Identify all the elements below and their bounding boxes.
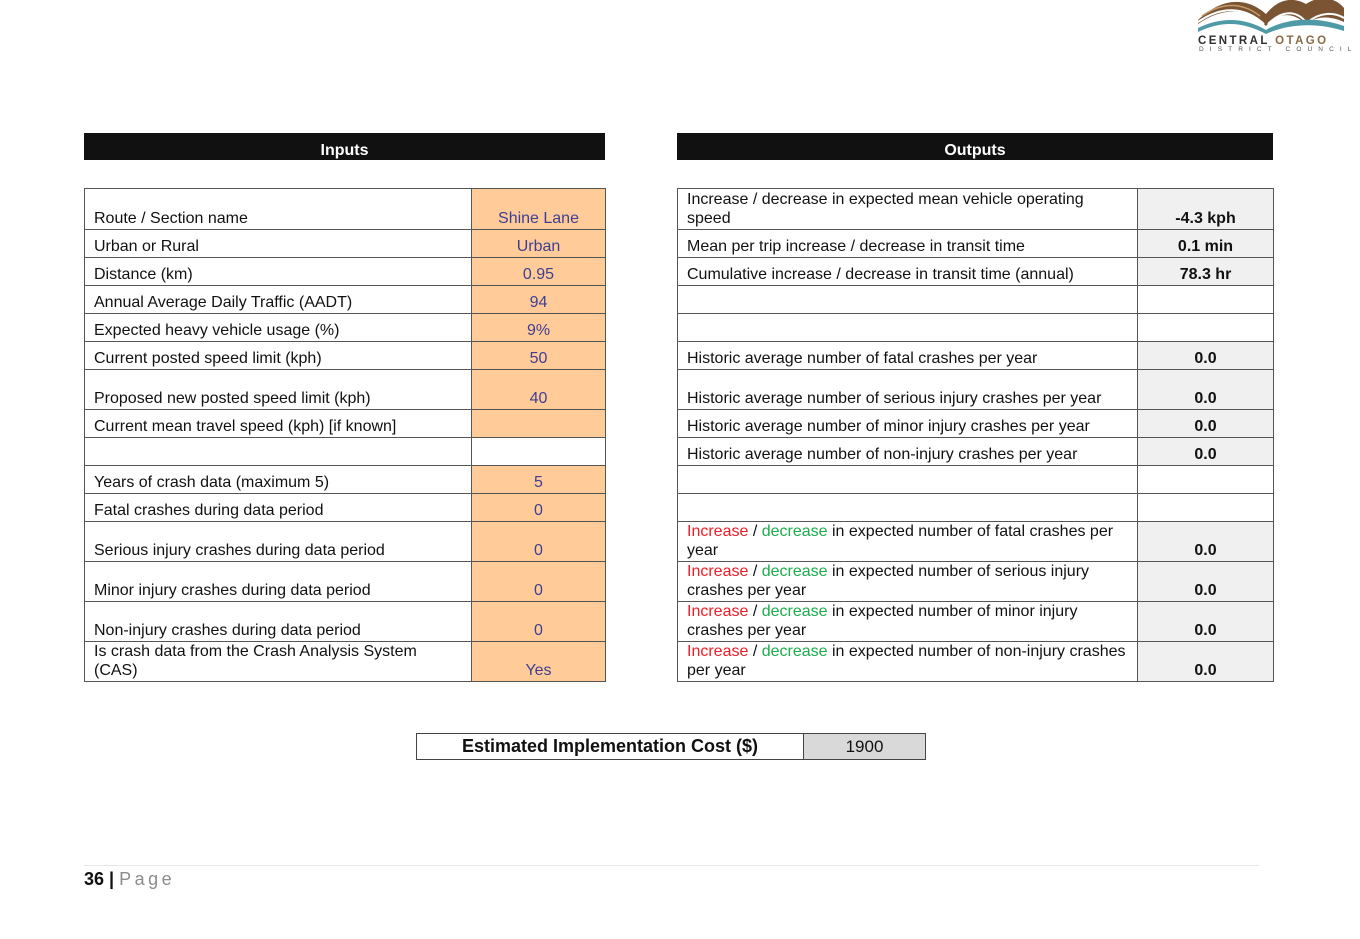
outputs-table	[677, 188, 1274, 682]
cost-label: Estimated Implementation Cost ($)	[417, 734, 804, 760]
page-footer	[84, 869, 175, 890]
output-label: Historic average number of non-injury crashes per year	[678, 438, 1138, 466]
output-label: Historic average number of serious injury crashes per year	[678, 370, 1138, 410]
increase-word: Increase	[687, 563, 749, 580]
input-label: Is crash data from the Crash Analysis System (CAS)	[85, 642, 472, 682]
input-label: Fatal crashes during data period	[85, 494, 472, 522]
output-value: -4.3 kph	[1138, 189, 1274, 230]
table-row	[85, 494, 606, 522]
decrease-word: decrease	[761, 603, 828, 620]
output-value: 78.3 hr	[1138, 258, 1274, 286]
input-label: Distance (km)	[85, 258, 472, 286]
table-row	[417, 734, 926, 760]
input-value[interactable]: Shine Lane	[472, 189, 606, 230]
input-label: Years of crash data (maximum 5)	[85, 466, 472, 494]
output-label	[678, 494, 1138, 522]
table-row	[678, 438, 1274, 466]
input-label: Current posted speed limit (kph)	[85, 342, 472, 370]
input-value[interactable]	[472, 410, 606, 438]
input-value[interactable]: Urban	[472, 230, 606, 258]
increase-word: Increase	[687, 523, 749, 540]
table-row	[678, 314, 1274, 342]
output-value	[1138, 314, 1274, 342]
output-label	[678, 522, 1138, 562]
output-label	[678, 314, 1138, 342]
table-row	[85, 258, 606, 286]
output-label: Historic average number of fatal crashes per year	[678, 342, 1138, 370]
label-rest: in expected number of non-injury crashes per year	[687, 643, 1126, 679]
table-row	[85, 602, 606, 642]
cost-table	[416, 733, 926, 760]
output-value: 0.0	[1138, 642, 1274, 682]
input-value[interactable]: 0	[472, 602, 606, 642]
slash: /	[748, 643, 762, 660]
input-value[interactable]: 0	[472, 494, 606, 522]
input-label: Serious injury crashes during data period	[85, 522, 472, 562]
output-label	[678, 602, 1138, 642]
input-label: Route / Section name	[85, 189, 472, 230]
input-label: Current mean travel speed (kph) [if known]	[85, 410, 472, 438]
decrease-word: decrease	[761, 643, 828, 660]
input-value	[472, 438, 606, 466]
input-value[interactable]: Yes	[472, 642, 606, 682]
input-label: Proposed new posted speed limit (kph)	[85, 370, 472, 410]
output-value	[1138, 494, 1274, 522]
output-value: 0.0	[1138, 438, 1274, 466]
output-value: 0.0	[1138, 602, 1274, 642]
footer-divider	[84, 865, 1259, 866]
output-label: Mean per trip increase / decrease in transit time	[678, 230, 1138, 258]
table-row	[678, 286, 1274, 314]
table-row	[678, 562, 1274, 602]
label-rest: in expected number of minor injury crashes per year	[687, 603, 1078, 639]
output-value: 0.0	[1138, 562, 1274, 602]
table-row	[678, 522, 1274, 562]
table-row	[678, 410, 1274, 438]
increase-word: Increase	[687, 643, 749, 660]
table-row	[678, 230, 1274, 258]
input-value[interactable]: 94	[472, 286, 606, 314]
table-row	[85, 438, 606, 466]
output-label	[678, 286, 1138, 314]
table-row	[85, 370, 606, 410]
output-value: 0.0	[1138, 522, 1274, 562]
input-value[interactable]: 40	[472, 370, 606, 410]
footer-separator: |	[104, 869, 120, 889]
input-label: Annual Average Daily Traffic (AADT)	[85, 286, 472, 314]
output-value	[1138, 286, 1274, 314]
page-word: Page	[119, 869, 176, 889]
input-label	[85, 438, 472, 466]
slash: /	[748, 523, 762, 540]
cost-value[interactable]: 1900	[804, 734, 926, 760]
table-row	[85, 466, 606, 494]
table-row	[678, 466, 1274, 494]
input-value[interactable]: 9%	[472, 314, 606, 342]
slash: /	[748, 603, 762, 620]
table-row	[678, 189, 1274, 230]
input-value[interactable]: 0.95	[472, 258, 606, 286]
table-row	[85, 286, 606, 314]
decrease-word: decrease	[761, 523, 828, 540]
increase-word: Increase	[687, 603, 749, 620]
output-label: Increase / decrease in expected mean vehicle operating speed	[678, 189, 1138, 230]
table-row	[678, 642, 1274, 682]
input-label: Non-injury crashes during data period	[85, 602, 472, 642]
table-row	[85, 342, 606, 370]
label-rest: in expected number of fatal crashes per year	[687, 523, 1114, 559]
table-row	[85, 642, 606, 682]
table-row	[678, 370, 1274, 410]
label-rest: in expected number of serious injury crashes per year	[687, 563, 1090, 599]
input-value[interactable]: 50	[472, 342, 606, 370]
slash: /	[748, 563, 762, 580]
table-row	[85, 314, 606, 342]
output-label: Cumulative increase / decrease in transit time (annual)	[678, 258, 1138, 286]
table-row	[678, 342, 1274, 370]
output-value: 0.0	[1138, 410, 1274, 438]
output-value: 0.0	[1138, 370, 1274, 410]
input-value[interactable]: 0	[472, 562, 606, 602]
table-row	[678, 258, 1274, 286]
inputs-body	[85, 189, 606, 682]
logo-title: CENTRAL OTAGO	[1198, 35, 1329, 47]
output-value: 0.1 min	[1138, 230, 1274, 258]
inputs-table	[84, 188, 606, 682]
outputs-header: Outputs	[677, 133, 1273, 160]
page-number: 36	[84, 869, 105, 889]
inputs-header: Inputs	[84, 133, 605, 160]
output-label	[678, 642, 1138, 682]
output-value	[1138, 466, 1274, 494]
output-label	[678, 466, 1138, 494]
table-row	[85, 230, 606, 258]
output-label: Historic average number of minor injury crashes per year	[678, 410, 1138, 438]
input-label: Expected heavy vehicle usage (%)	[85, 314, 472, 342]
outputs-body	[678, 189, 1274, 682]
input-label: Urban or Rural	[85, 230, 472, 258]
table-row	[85, 562, 606, 602]
decrease-word: decrease	[761, 563, 828, 580]
input-value[interactable]: 5	[472, 466, 606, 494]
input-value[interactable]: 0	[472, 522, 606, 562]
input-label: Minor injury crashes during data period	[85, 562, 472, 602]
table-row	[678, 602, 1274, 642]
table-row	[85, 522, 606, 562]
output-value: 0.0	[1138, 342, 1274, 370]
table-row	[85, 189, 606, 230]
output-label	[678, 562, 1138, 602]
table-row	[678, 494, 1274, 522]
logo-subtitle: DISTRICT COUNCIL	[1199, 46, 1358, 53]
table-row	[85, 410, 606, 438]
